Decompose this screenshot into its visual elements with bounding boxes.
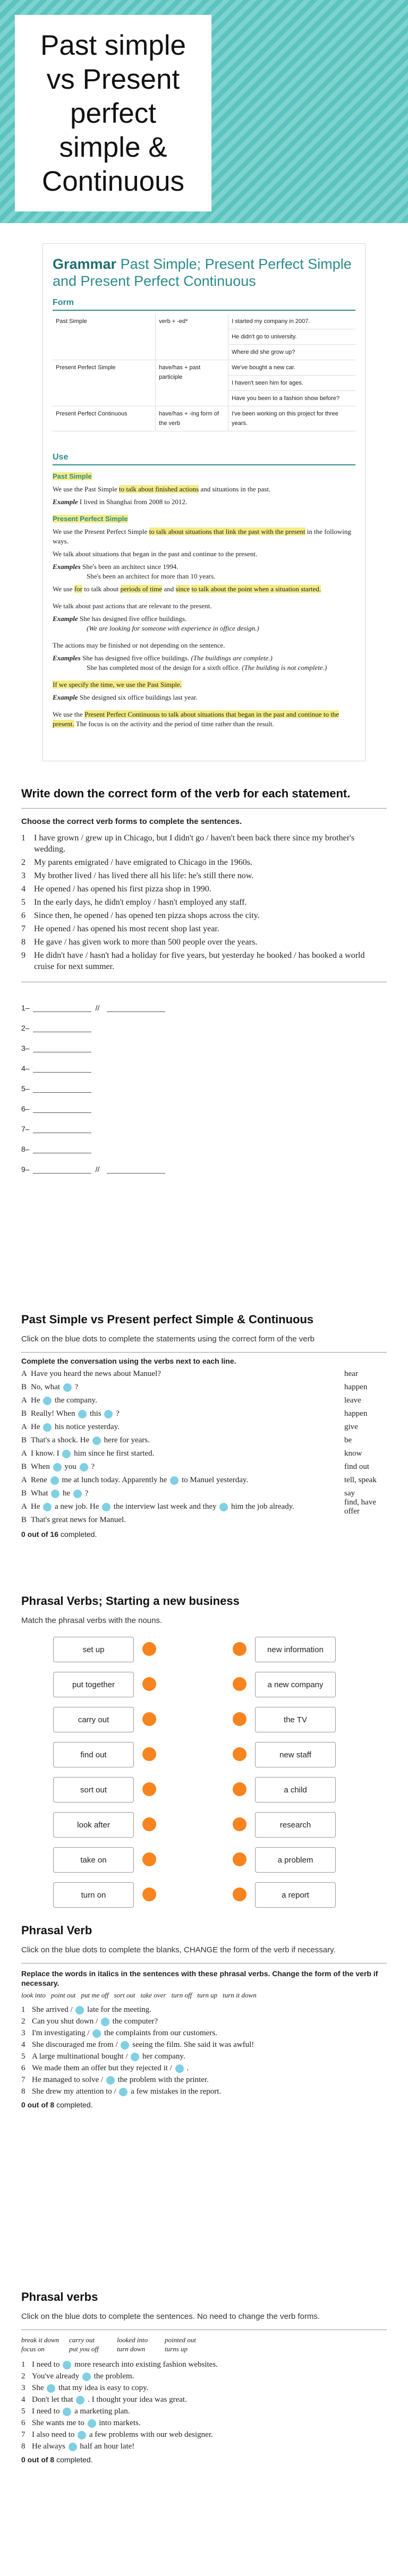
- sentence-number: 1: [21, 2005, 26, 2014]
- conversation-text: He the company.: [31, 1396, 97, 1405]
- answer-line: [21, 1133, 387, 1153]
- word-option: turn off: [171, 1991, 192, 1999]
- ex2-title: Past Simple vs Present perfect Simple & Continuous: [21, 1313, 314, 1326]
- speaker: B: [21, 1463, 27, 1471]
- blank-dot[interactable]: [80, 1463, 88, 1472]
- answer-blank[interactable]: [33, 1105, 91, 1113]
- item-number: 8: [21, 938, 26, 947]
- answer-separator: //: [95, 1004, 100, 1012]
- match-row: [21, 1739, 387, 1774]
- sentence-row: [21, 2051, 387, 2062]
- exercise-verb-forms: [0, 776, 408, 1296]
- sentence-number: 7: [21, 2076, 26, 2084]
- header-banner: [0, 0, 408, 223]
- blank-dot[interactable]: [76, 2396, 84, 2404]
- phrasal-verb-box: sort out: [53, 1777, 134, 1803]
- blank-dot[interactable]: [106, 2076, 115, 2085]
- conversation-text: I know. I him since he first started.: [31, 1449, 155, 1458]
- blank-dot[interactable]: [62, 1450, 71, 1458]
- exercise-phrasal-verbs-2: [0, 2279, 408, 2576]
- match-dot-left[interactable]: [142, 1642, 156, 1656]
- verb-hint: hear: [344, 1370, 358, 1378]
- sentence-text: I also need to a few problems with our web designer.: [32, 2430, 213, 2439]
- conversation-row: [21, 1460, 387, 1474]
- blank-dot[interactable]: [50, 1476, 59, 1485]
- word-option: turn up: [197, 1991, 218, 1999]
- verb-hint: find out: [344, 1463, 370, 1471]
- sentence-number: 4: [21, 2041, 26, 2049]
- noun-box: new staff: [255, 1742, 336, 1767]
- phrasal-verb-box: turn on: [53, 1882, 134, 1908]
- phrasal-verb-box: take on: [53, 1847, 134, 1873]
- answer-line: [21, 1153, 387, 1174]
- noun-box: a problem: [255, 1847, 336, 1873]
- word-option: turn it down: [223, 1991, 257, 1999]
- conversation-row: [21, 1407, 387, 1421]
- answer-blank[interactable]: [33, 1065, 91, 1073]
- sentence-text: She arrived / late for the meeting.: [32, 2005, 151, 2014]
- noun-box: a report: [255, 1882, 336, 1908]
- sentence-number: 5: [21, 2407, 26, 2416]
- title-card: [15, 15, 211, 211]
- sentence-number: 5: [21, 2052, 26, 2061]
- sentence-text: She wants me to into markets.: [32, 2419, 141, 2427]
- conversation-text: Have you heard the news about Manuel?: [31, 1370, 161, 1378]
- ex3-subtitle: Match the phrasal verbs with the nouns.: [21, 1616, 163, 1625]
- sentence-text: I need to a marketing plan.: [32, 2407, 130, 2416]
- match-dot-left[interactable]: [142, 1782, 156, 1796]
- ps-text: We use the Past Simple to talk about finished actions and situations in the past.: [53, 485, 271, 493]
- ppc-text: We use the Present Perfect Continuous to talk about situations that began in the past and continue to the present. The focus is on the activity and the period of time rather than the result.: [53, 710, 339, 728]
- grammar-card: [42, 243, 366, 761]
- blank-dot[interactable]: [75, 2006, 84, 2014]
- sentence-number: 6: [21, 2419, 26, 2427]
- phrasal-verb-box: look after: [53, 1812, 134, 1838]
- item-text: My parents emigrated / have emigrated to Chicago in the 1960s.: [34, 858, 252, 867]
- verb-hint: give: [344, 1423, 358, 1431]
- ex4-box: [21, 1963, 387, 2097]
- word-option: break it down: [21, 2336, 60, 2344]
- ex1-item: [21, 923, 387, 934]
- word-option: pointed out: [165, 2336, 196, 2344]
- speaker: B: [21, 1436, 27, 1444]
- noun-box: a child: [255, 1777, 336, 1803]
- sentence-row: [21, 2016, 387, 2027]
- answer-blank[interactable]: [33, 1004, 91, 1012]
- sentence-text: We made them an offer but they rejected it / .: [32, 2064, 189, 2072]
- answer-number: 2–: [21, 1024, 30, 1032]
- conversation-text: Really! When this ?: [31, 1409, 120, 1418]
- speaker: A: [21, 1502, 27, 1511]
- ex1-item: [21, 897, 387, 908]
- answer-blank[interactable]: [33, 1166, 91, 1174]
- ex2-subtitle: Click on the blue dots to complete the statements using the correct form of the verb: [21, 1334, 314, 1344]
- word-option: look into: [21, 1991, 46, 1999]
- blank-dot[interactable]: [51, 1490, 60, 1498]
- pps-p4: We talk about past actions that are relevant to the present.: [53, 602, 212, 610]
- item-text: In the early days, he didn't employ / hasn't employed any staff.: [34, 898, 247, 907]
- match-row: [21, 1704, 387, 1739]
- ex5-word-list: [21, 2335, 387, 2353]
- item-text: He didn't have / hasn't had a holiday for five years, but yesterday he booked / has booked a world cruise for next summer.: [34, 951, 365, 971]
- conversation-row: [21, 1367, 387, 1381]
- pps-text: We use the Present Perfect Simple to talk about situations that link the past with the present in the following ways.: [53, 528, 351, 545]
- conversation-box: [21, 1352, 387, 1527]
- item-number: 5: [21, 898, 26, 907]
- sentence-text: He always half an hour late!: [32, 2442, 135, 2451]
- blank-dot[interactable]: [63, 1383, 72, 1392]
- sentence-text: He managed to solve / the problem with the printer.: [32, 2076, 209, 2084]
- item-number: 7: [21, 924, 26, 933]
- ex5-title: Phrasal verbs: [21, 2290, 98, 2303]
- answer-blank[interactable]: [33, 1085, 91, 1093]
- blank-dot[interactable]: [43, 1503, 52, 1511]
- pps-examples: Examples She's been an architect since 1994. She's been an architect for more than 10 years.: [53, 563, 216, 580]
- blank-dot[interactable]: [73, 1490, 82, 1498]
- sentence-number: 2: [21, 2017, 26, 2026]
- match-row: [21, 1809, 387, 1844]
- ex1-item: [21, 857, 387, 868]
- ex4-box-heading: Replace the words in italics in the sentences with these phrasal verbs. Change the form of the verb if necessary.: [21, 1969, 378, 1987]
- ex4-title: Phrasal Verb: [21, 1924, 92, 1937]
- speaker: A: [21, 1396, 27, 1405]
- ps-example: Example I lived in Shanghai from 2008 to 2012.: [53, 498, 188, 506]
- verb-hint: leave: [344, 1396, 361, 1405]
- match-dot-left[interactable]: [142, 1747, 156, 1761]
- speaker: A: [21, 1449, 27, 1458]
- word-option: turn down: [117, 2345, 146, 2353]
- blank-dot[interactable]: [47, 2384, 55, 2393]
- sentence-text: You've already the problem.: [32, 2372, 134, 2381]
- answer-number: 4–: [21, 1064, 30, 1073]
- ex1-box: [21, 808, 387, 982]
- word-option: take over: [140, 1991, 166, 1999]
- sentence-number: 7: [21, 2430, 26, 2439]
- item-number: 4: [21, 885, 26, 894]
- answer-line: [21, 1052, 387, 1073]
- conversation-text: He a new job. He the interview last week and they him the job already.: [31, 1502, 294, 1511]
- match-row: [21, 1844, 387, 1879]
- match-dot-right[interactable]: [233, 1677, 246, 1691]
- blank-dot[interactable]: [104, 1410, 113, 1418]
- match-row: [21, 1634, 387, 1669]
- match-dot-left[interactable]: [142, 1852, 156, 1866]
- sentence-number: 2: [21, 2372, 26, 2381]
- pps-p6: If we specify the time, we use the Past Simple.: [53, 681, 182, 688]
- answer-line: [21, 1073, 387, 1093]
- item-number: 3: [21, 871, 26, 880]
- sentence-row: [21, 2441, 387, 2452]
- sentence-number: 8: [21, 2087, 26, 2096]
- answer-line: [21, 992, 387, 1012]
- phrasal-verb-box: put together: [53, 1672, 134, 1697]
- ex1-item: [21, 950, 387, 972]
- sentence-text: Don't let that . I thought your idea was great.: [32, 2395, 187, 2404]
- item-number: 2: [21, 858, 26, 867]
- exercise-conversation: [0, 1302, 408, 1578]
- sentence-text: I need to more research into existing fashion websites.: [32, 2360, 218, 2369]
- conversation-row: [21, 1514, 387, 1527]
- ex3-title: Phrasal Verbs; Starting a new business: [21, 1594, 240, 1608]
- match-dot-right[interactable]: [233, 1712, 246, 1726]
- sentence-number: 6: [21, 2064, 26, 2072]
- conversation-row: [21, 1500, 387, 1514]
- answer-number: 5–: [21, 1084, 30, 1093]
- answer-number: 3–: [21, 1044, 30, 1052]
- grammar-section: [0, 234, 408, 765]
- blank-dot[interactable]: [88, 2419, 96, 2428]
- pps-p3: We use for to talk about periods of time and since to talk about the point when a situation started.: [53, 585, 321, 593]
- blank-dot[interactable]: [131, 2053, 139, 2061]
- sentence-text: I'm investigating / the complaints from our customers.: [32, 2029, 217, 2037]
- answer-blank[interactable]: [33, 1024, 91, 1032]
- match-dot-left[interactable]: [142, 1888, 156, 1901]
- speaker: B: [21, 1489, 27, 1498]
- blank-dot[interactable]: [101, 2018, 109, 2026]
- sentence-row: [21, 2086, 387, 2097]
- blank-dot[interactable]: [119, 2088, 128, 2096]
- speaker: B: [21, 1409, 27, 1418]
- verb-hint: happen: [344, 1383, 368, 1391]
- word-option: point out: [50, 1991, 76, 1999]
- conversation-text: That's great news for Manuel.: [31, 1516, 126, 1524]
- form-table: Past Simple verb + -ed* I started my company in 2007. He didn't go to university. Where did she grow up? Present Perfect Simple have/has + past participle We've bought a new car. I haven't seen him for ages. Have you been to a fashion show before? Present Perfect Continuous have/has + -ing form of the verb I've been working on this project for three years.: [53, 314, 355, 431]
- blank-dot[interactable]: [170, 1476, 178, 1485]
- item-number: 9: [21, 951, 26, 960]
- conversation-row: [21, 1447, 387, 1460]
- blank-dot[interactable]: [69, 2443, 77, 2451]
- blank-dot[interactable]: [43, 1397, 52, 1405]
- sentence-row: [21, 2359, 387, 2370]
- answer-blank[interactable]: [107, 1004, 165, 1012]
- sentence-row: [21, 2062, 387, 2074]
- ps-label: Past Simple: [53, 472, 92, 480]
- ex4-word-list: [21, 1991, 387, 2000]
- ex1-item: [21, 937, 387, 948]
- conversation-row: [21, 1394, 387, 1407]
- answer-separator: //: [95, 1165, 100, 1174]
- noun-box: new information: [255, 1637, 336, 1662]
- blank-dot[interactable]: [92, 1436, 101, 1445]
- ex5-box: [21, 2330, 387, 2452]
- verb-hint: find, have offer: [344, 1498, 376, 1516]
- form-label: Form: [53, 298, 355, 311]
- match-row: [21, 1774, 387, 1809]
- blank-dot[interactable]: [63, 2408, 71, 2416]
- speaker: A: [21, 1370, 27, 1378]
- answer-number: 9–: [21, 1165, 30, 1174]
- ex5-score: 0 out of 8 completed.: [21, 2455, 93, 2464]
- item-text: Since then, he opened / has opened ten pizza shops across the city.: [34, 911, 260, 920]
- sentence-row: [21, 2027, 387, 2039]
- ex4-score: 0 out of 8 completed.: [21, 2101, 93, 2109]
- answer-number: 8–: [21, 1145, 30, 1153]
- sentence-row: [21, 2405, 387, 2417]
- noun-box: the TV: [255, 1707, 336, 1732]
- conversation-text: No, what ?: [31, 1383, 79, 1391]
- blank-dot[interactable]: [78, 1410, 87, 1418]
- sentence-row: [21, 2394, 387, 2405]
- match-row: [21, 1669, 387, 1704]
- sentence-number: 1: [21, 2360, 26, 2369]
- sentence-row: [21, 2004, 387, 2016]
- conversation-row: [21, 1434, 387, 1447]
- item-text: I have grown / grew up in Chicago, but I didn't go / haven't been back there since my brother's wedding.: [34, 834, 355, 854]
- blank-dot[interactable]: [82, 2373, 91, 2381]
- ex1-item: [21, 832, 387, 855]
- item-number: 1: [21, 834, 26, 843]
- blank-dot[interactable]: [43, 1423, 52, 1432]
- conversation-text: That's a shock. He here for years.: [31, 1436, 150, 1444]
- word-option: looked into: [117, 2336, 148, 2344]
- match-dot-right[interactable]: [233, 1888, 246, 1901]
- pps-label: Present Perfect Simple: [53, 515, 128, 523]
- conversation-row: [21, 1421, 387, 1434]
- pps-p4-example: Example She has designed five office buildings. (We are looking for someone with experience in office design.): [53, 615, 259, 632]
- conversation-row: [21, 1381, 387, 1394]
- item-text: He gave / has given work to more than 500 people over the years.: [34, 938, 258, 947]
- verb-hint: be: [344, 1436, 352, 1444]
- phrasal-verb-box: set up: [53, 1637, 134, 1662]
- answer-blank[interactable]: [33, 1044, 91, 1052]
- sentence-number: 3: [21, 2384, 26, 2392]
- ex1-item: [21, 883, 387, 895]
- word-option: put you off: [69, 2345, 99, 2353]
- answer-number: 7–: [21, 1125, 30, 1133]
- match-dot-right[interactable]: [233, 1852, 246, 1866]
- match-row: [21, 1879, 387, 1914]
- answer-line: [21, 1113, 387, 1133]
- conversation-text: When you ?: [31, 1463, 95, 1471]
- blank-dot[interactable]: [121, 2041, 129, 2050]
- match-dot-right[interactable]: [233, 1782, 246, 1796]
- ex2-box-heading: Complete the conversation using the verbs next to each line.: [21, 1357, 236, 1365]
- speaker: A: [21, 1423, 27, 1431]
- sentence-number: 8: [21, 2442, 26, 2451]
- pps-p5-examples: Examples She has designed five office buildings. (The buildings are complete.) She has completed most of the design for a sixth office. (The building is not complete.): [53, 654, 327, 671]
- pps-p2: We talk about situations that began in the past and continue to the present.: [53, 550, 258, 558]
- answer-line: [21, 1032, 387, 1052]
- blank-dot[interactable]: [53, 1463, 62, 1472]
- item-number: 6: [21, 911, 26, 920]
- blank-dot[interactable]: [175, 2064, 184, 2073]
- sentence-text: She drew my attention to / a few mistakes in the report.: [32, 2087, 222, 2096]
- word-option: put me off: [81, 1991, 109, 1999]
- sentence-row: [21, 2370, 387, 2382]
- item-text: He opened / has opened his most recent shop last year.: [34, 924, 219, 933]
- sentence-number: 3: [21, 2029, 26, 2037]
- sentence-text: She discouraged me from / seeing the film. She said it was awful!: [32, 2041, 254, 2049]
- ex5-subtitle: Click on the blue dots to complete the sentences. No need to change the verb forms.: [21, 2312, 320, 2321]
- use-label: Use: [53, 453, 355, 465]
- verb-hint: know: [344, 1449, 362, 1458]
- word-option: sort out: [114, 1991, 135, 1999]
- sentence-row: [21, 2382, 387, 2394]
- conversation-text: What he ?: [31, 1489, 89, 1498]
- phrasal-verb-box: find out: [53, 1742, 134, 1767]
- conversation-text: Rene me at lunch today. Apparently he to Manuel yesterday.: [31, 1476, 249, 1484]
- answer-number: 1–: [21, 1004, 30, 1012]
- grammar-heading: Grammar Past Simple; Present Perfect Simple and Present Perfect Continuous: [53, 256, 352, 289]
- answer-blank[interactable]: [33, 1125, 91, 1133]
- answer-number: 6–: [21, 1104, 30, 1113]
- ex1-box-heading: Choose the correct verb forms to complete the sentences.: [21, 817, 242, 826]
- speaker: A: [21, 1476, 27, 1484]
- word-option: turns up: [165, 2345, 188, 2353]
- noun-box: research: [255, 1812, 336, 1838]
- ex4-subtitle: Click on the blue dots to complete the blanks, CHANGE the form of the verb if necessary.: [21, 1945, 336, 1954]
- match-dot-right[interactable]: [233, 1817, 246, 1831]
- blank-dot[interactable]: [78, 2431, 86, 2439]
- item-text: He opened / has opened his first pizza shop in 1990.: [34, 885, 211, 894]
- word-option: focus on: [21, 2345, 45, 2353]
- exercise-phrasal-verb: [0, 1912, 408, 2274]
- conversation-text: He his notice yesterday.: [31, 1423, 120, 1431]
- pps-p6-example: Example She designed six office buildings last year.: [53, 693, 198, 701]
- sentence-text: Can you shut down / the computer?: [32, 2017, 158, 2026]
- conversation-row: [21, 1474, 387, 1487]
- ex2-score: 0 out of 16 completed.: [21, 1530, 97, 1538]
- blank-dot[interactable]: [102, 1503, 110, 1511]
- blank-dot[interactable]: [63, 2361, 71, 2369]
- item-text: My brother lived / has lived there all his life: he's still there now.: [34, 871, 254, 880]
- noun-box: a new company: [255, 1672, 336, 1697]
- phrasal-verb-box: carry out: [53, 1707, 134, 1732]
- sentence-row: [21, 2074, 387, 2086]
- answer-blank[interactable]: [107, 1166, 165, 1174]
- word-option: carry out: [69, 2336, 95, 2344]
- match-dot-left[interactable]: [142, 1712, 156, 1726]
- sentence-text: A large multinational bought / her company.: [32, 2052, 185, 2061]
- answer-line: [21, 1012, 387, 1032]
- match-dot-left[interactable]: [142, 1677, 156, 1691]
- blank-dot[interactable]: [92, 2029, 101, 2038]
- verb-hint: happen: [344, 1409, 368, 1418]
- pps-p5: The actions may be finished or not depending on the sentence.: [53, 641, 225, 649]
- page-title: Past simple vs Present perfect simple & Continuous: [40, 30, 186, 197]
- sentence-row: [21, 2039, 387, 2051]
- answer-blank[interactable]: [33, 1145, 91, 1153]
- sentence-row: [21, 2429, 387, 2441]
- exercise-matching: [0, 1583, 408, 1912]
- speaker: B: [21, 1383, 27, 1391]
- blank-dot[interactable]: [219, 1503, 228, 1511]
- match-dot-right[interactable]: [233, 1747, 246, 1761]
- ex1-item: [21, 910, 387, 921]
- ex1-item: [21, 870, 387, 881]
- match-dot-right[interactable]: [233, 1642, 246, 1656]
- sentence-row: [21, 2417, 387, 2429]
- sentence-number: 4: [21, 2395, 26, 2404]
- sentence-text: She that my idea is easy to copy.: [32, 2384, 149, 2392]
- speaker: B: [21, 1516, 27, 1524]
- ex1-title: Write down the correct form of the verb for each statement.: [21, 787, 351, 800]
- conversation-row: [21, 1487, 387, 1500]
- verb-hint: tell, speak: [344, 1476, 377, 1484]
- answer-line: [21, 1093, 387, 1113]
- match-dot-left[interactable]: [142, 1817, 156, 1831]
- verb-hint: say: [344, 1489, 355, 1498]
